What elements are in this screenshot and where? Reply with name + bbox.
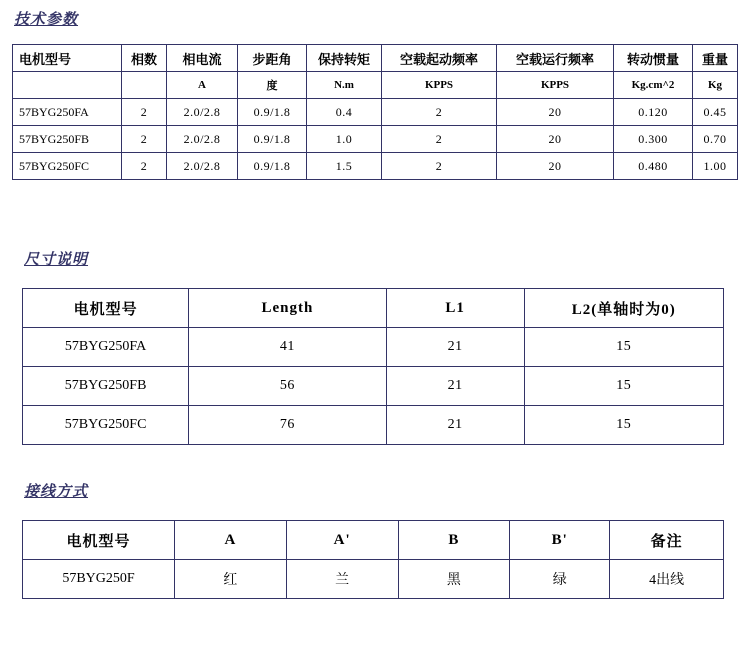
unit-step-angle: 度 [238, 72, 307, 99]
cell-noload-start-freq: 2 [382, 126, 497, 153]
cell-a-prime-color: 兰 [286, 560, 398, 599]
cell-l2: 15 [524, 367, 723, 406]
cell-phase-current: 2.0/2.8 [167, 153, 238, 180]
unit-model [13, 72, 122, 99]
technical-parameters-table [12, 44, 738, 180]
cell-phases: 2 [122, 153, 167, 180]
section-title-technical-parameters: 技术参数 [14, 12, 79, 28]
unit-rotor-inertia: Kg.cm^2 [614, 72, 693, 99]
cell-l1: 21 [386, 406, 524, 445]
column-header-noload-start-freq: 空载起动频率 [382, 45, 497, 72]
column-header-phases: 相数 [122, 45, 167, 72]
table-row [23, 406, 724, 445]
cell-model: 57BYG250FA [13, 99, 122, 126]
cell-l2: 15 [524, 328, 723, 367]
cell-weight: 0.70 [693, 126, 738, 153]
column-header-step-angle: 步距角 [238, 45, 307, 72]
column-header-b-prime: B' [510, 521, 610, 560]
cell-model: 57BYG250FA [23, 328, 189, 367]
cell-phases: 2 [122, 126, 167, 153]
cell-noload-run-freq: 20 [497, 99, 614, 126]
unit-noload-start-freq: KPPS [382, 72, 497, 99]
table-row [23, 367, 724, 406]
cell-phase-current: 2.0/2.8 [167, 126, 238, 153]
unit-phases [122, 72, 167, 99]
table-unit-row [13, 72, 738, 99]
cell-phases: 2 [122, 99, 167, 126]
wiring-table [22, 520, 724, 599]
cell-step-angle: 0.9/1.8 [238, 99, 307, 126]
column-header-weight: 重量 [693, 45, 738, 72]
column-header-length: Length [189, 289, 387, 328]
cell-noload-start-freq: 2 [382, 153, 497, 180]
column-header-a-prime: A' [286, 521, 398, 560]
column-header-rotor-inertia: 转动惯量 [614, 45, 693, 72]
column-header-remark: 备注 [610, 521, 724, 560]
unit-phase-current: A [167, 72, 238, 99]
cell-rotor-inertia: 0.120 [614, 99, 693, 126]
cell-holding-torque: 1.5 [307, 153, 382, 180]
table-row [13, 99, 738, 126]
cell-noload-run-freq: 20 [497, 153, 614, 180]
column-header-model: 电机型号 [23, 289, 189, 328]
section-title-wiring: 接线方式 [24, 484, 89, 500]
section-title-dimensions: 尺寸说明 [24, 252, 89, 268]
column-header-model: 电机型号 [13, 45, 122, 72]
cell-model: 57BYG250FC [13, 153, 122, 180]
cell-weight: 0.45 [693, 99, 738, 126]
cell-phase-current: 2.0/2.8 [167, 99, 238, 126]
table-row [23, 560, 724, 599]
cell-model: 57BYG250FB [23, 367, 189, 406]
table-row [23, 328, 724, 367]
cell-length: 41 [189, 328, 387, 367]
cell-b-color: 黑 [398, 560, 510, 599]
cell-l1: 21 [386, 367, 524, 406]
cell-weight: 1.00 [693, 153, 738, 180]
cell-length: 56 [189, 367, 387, 406]
table-header-row [23, 521, 724, 560]
column-header-l2: L2(单轴时为0) [524, 289, 723, 328]
column-header-b: B [398, 521, 510, 560]
cell-noload-start-freq: 2 [382, 99, 497, 126]
dimensions-table [22, 288, 724, 445]
cell-step-angle: 0.9/1.8 [238, 126, 307, 153]
column-header-l1: L1 [386, 289, 524, 328]
cell-remark: 4出线 [610, 560, 724, 599]
cell-model: 57BYG250FB [13, 126, 122, 153]
cell-l2: 15 [524, 406, 723, 445]
unit-holding-torque: N.m [307, 72, 382, 99]
cell-rotor-inertia: 0.300 [614, 126, 693, 153]
cell-noload-run-freq: 20 [497, 126, 614, 153]
cell-step-angle: 0.9/1.8 [238, 153, 307, 180]
cell-model: 57BYG250FC [23, 406, 189, 445]
cell-rotor-inertia: 0.480 [614, 153, 693, 180]
cell-length: 76 [189, 406, 387, 445]
cell-b-prime-color: 绿 [510, 560, 610, 599]
table-row [13, 126, 738, 153]
column-header-noload-run-freq: 空载运行频率 [497, 45, 614, 72]
column-header-model: 电机型号 [23, 521, 175, 560]
table-header-row [23, 289, 724, 328]
cell-holding-torque: 1.0 [307, 126, 382, 153]
table-header-row [13, 45, 738, 72]
column-header-a: A [174, 521, 286, 560]
column-header-phase-current: 相电流 [167, 45, 238, 72]
cell-l1: 21 [386, 328, 524, 367]
cell-model: 57BYG250F [23, 560, 175, 599]
unit-weight: Kg [693, 72, 738, 99]
table-row [13, 153, 738, 180]
column-header-holding-torque: 保持转矩 [307, 45, 382, 72]
unit-noload-run-freq: KPPS [497, 72, 614, 99]
cell-a-color: 红 [174, 560, 286, 599]
cell-holding-torque: 0.4 [307, 99, 382, 126]
